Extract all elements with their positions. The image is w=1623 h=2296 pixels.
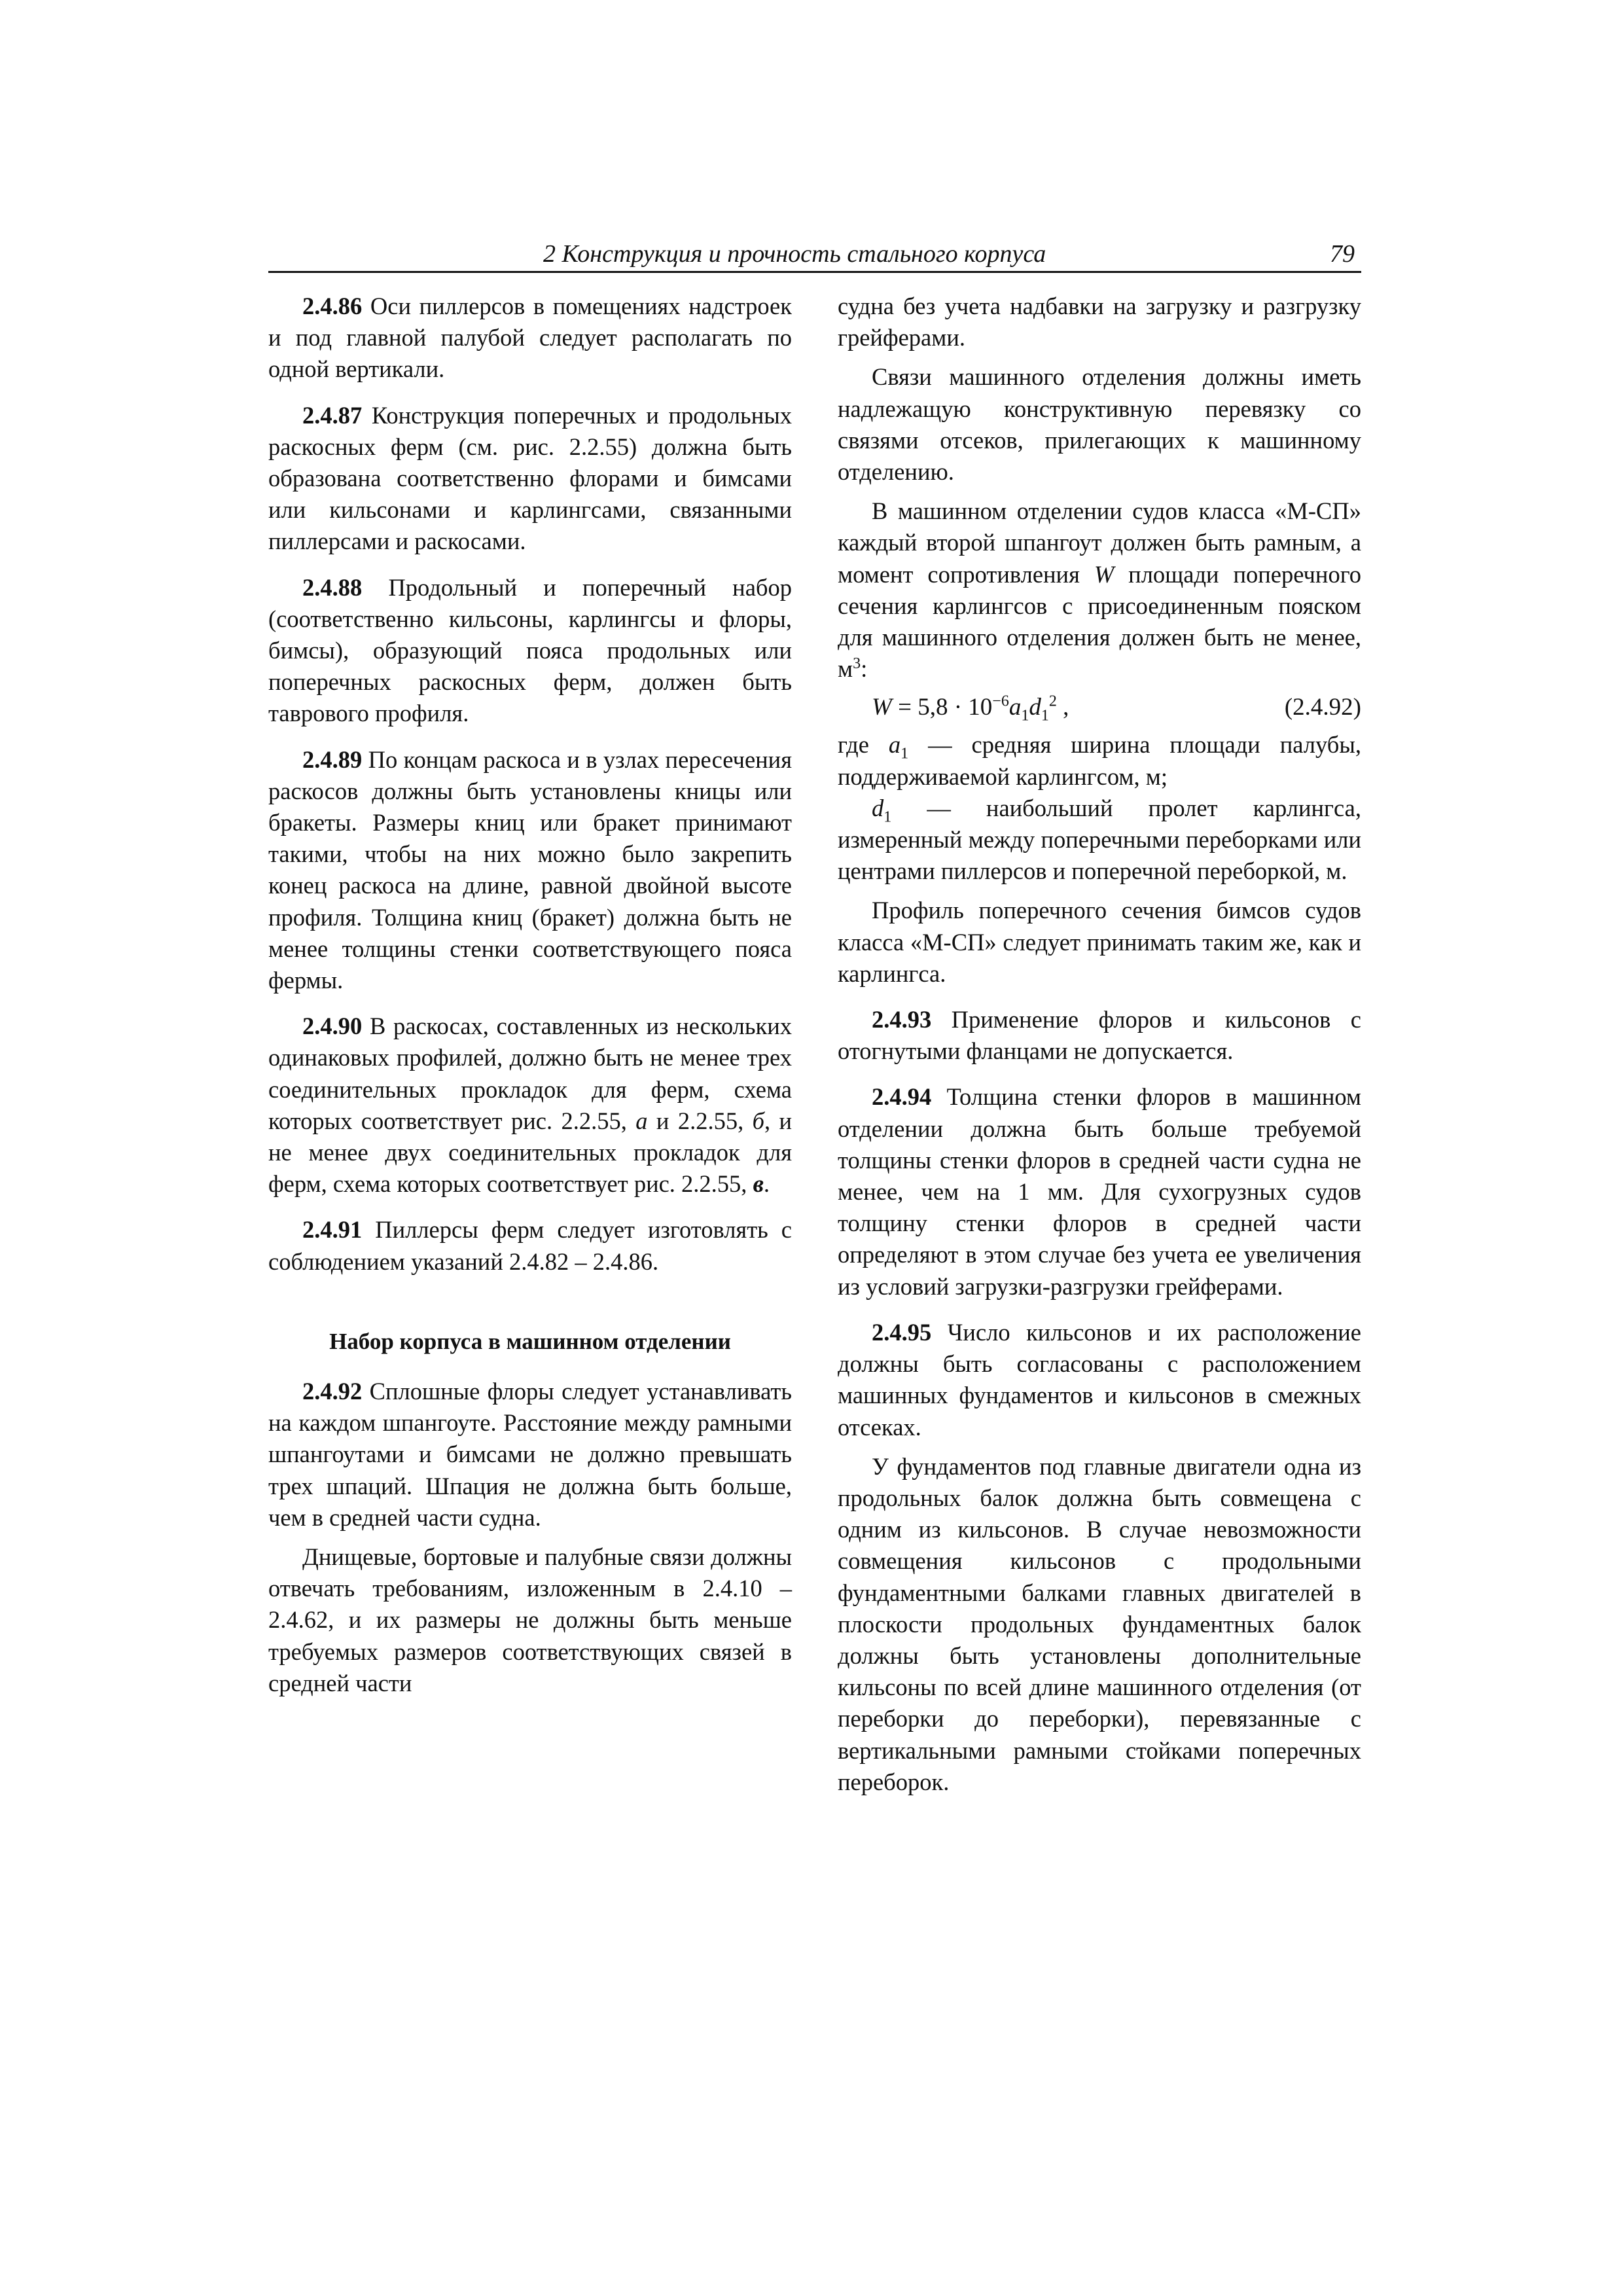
- paragraph-profile: Профиль поперечного сечения бимсов судов класса «М-СП» следует принимать таким же, как и карлингса.: [838, 897, 1361, 987]
- running-header: [268, 237, 1361, 273]
- paragraph-text: , и не менее двух соединительных прокладок для ферм, схема которых соответствует рис. 2.2.55,: [268, 1107, 792, 1198]
- paragraph-text: Продольный и поперечный набор (соответственно кильсоны, карлингсы и флоры, бимсы), образующий пояса продольных или поперечных раскосных ферм, должен быть таврового профиля.: [268, 573, 792, 727]
- paragraph-2-4-94: [838, 1081, 1361, 1302]
- where-a1: [838, 729, 1361, 792]
- formula-d: d: [1029, 694, 1041, 721]
- paragraph-text: Оси пиллерсов в помещениях надстроек и под главной палубой следует располагать по одной вертикали.: [268, 293, 792, 383]
- right-column: [838, 291, 1361, 1798]
- variable-d: d: [872, 794, 884, 821]
- formula-body: [872, 689, 1069, 726]
- clause-number: 2.4.89: [302, 745, 363, 773]
- figure-letter: в: [753, 1170, 764, 1198]
- paragraph-text: Толщина стенки флоров в машинном отделении должна быть больше требуемой толщины стенки флоров в средней части судна не менее, чем на 1 мм. Для сухогрузных судов толщину стенки флоров в средней части определяют в этом случае без учета ее увеличения из условий загрузки-разгрузки грейферами.: [838, 1083, 1362, 1300]
- clause-number: 2.4.91: [302, 1216, 363, 1244]
- formula-2-4-92: [838, 689, 1361, 726]
- figure-letter: б: [752, 1107, 764, 1134]
- paragraph-text: площади поперечного сечения карлингсов с присоединенным пояском для машинного отделения должен быть не менее, м: [838, 560, 1362, 683]
- clause-number: 2.4.90: [302, 1013, 363, 1040]
- figure-letter: а: [635, 1107, 648, 1134]
- clause-number: 2.4.92: [302, 1377, 363, 1405]
- paragraph-2-4-92: [268, 1376, 792, 1534]
- paragraph-text: В машинном отделении судов класса «М-СП» каждый второй шпангоут должен быть рамным, а момент сопротивления: [838, 497, 1361, 588]
- paragraph-msp-class: [838, 495, 1361, 685]
- formula-a-sub: 1: [1021, 707, 1029, 725]
- where-d1: [838, 793, 1361, 888]
- formula-w: W: [872, 694, 892, 721]
- paragraph-continuation: судна без учета надбавки на загрузку и разгрузку грейферами.: [838, 293, 1361, 351]
- formula-tail: ,: [1056, 694, 1069, 721]
- variable-w: W: [1094, 560, 1115, 588]
- page-number: 79: [1330, 240, 1355, 268]
- formula-d-sub: 1: [1041, 707, 1049, 725]
- clause-number: 2.4.86: [302, 293, 363, 319]
- paragraph-links: Связи машинного отделения должны иметь надлежащую конструктивную перевязку со связями отсеков, прилегающих к машинному отделению.: [838, 363, 1361, 486]
- clause-number: 2.4.88: [302, 573, 363, 601]
- paragraph-2-4-95: [838, 1317, 1361, 1443]
- paragraph-text: Конструкция поперечных и продольных раскосных ферм (см. рис. 2.2.55) должна быть образована соответственно флорами и бимсами или кильсонами и карлингсами, связанными пиллерсами и раскосами.: [268, 401, 792, 555]
- paragraph-2-4-89: [268, 744, 792, 997]
- paragraph-text: Пиллерсы ферм следует изготовлять с соблюдением указаний 2.4.82 – 2.4.86.: [268, 1216, 792, 1275]
- paragraph-text: .: [763, 1170, 770, 1198]
- variable-d-sub: 1: [883, 808, 892, 826]
- formula-eq: = 5,8 · 10: [891, 694, 993, 721]
- left-column: [268, 291, 792, 1699]
- paragraph-2-4-86: [268, 291, 792, 386]
- paragraph-text: В раскосах, составленных из нескольких одинаковых профилей, должно быть не менее трех соединительных прокладок для ферм, схема которых соответствует рис. 2.2.55,: [268, 1013, 792, 1134]
- formula-exponent: −6: [992, 693, 1009, 711]
- variable-a: a: [888, 731, 901, 759]
- where-text: — средняя ширина площади палубы, поддерживаемой карлингсом, м;: [838, 731, 1361, 790]
- clause-number: 2.4.95: [872, 1318, 932, 1346]
- where-lead: где: [838, 731, 889, 759]
- unit-superscript: 3: [853, 655, 861, 673]
- paragraph-2-4-87: [268, 400, 792, 558]
- paragraph-text: :: [861, 655, 868, 683]
- formula-number: (2.4.92): [1284, 694, 1361, 721]
- clause-number: 2.4.87: [302, 401, 363, 429]
- variable-a-sub: 1: [901, 745, 909, 762]
- paragraph-2-4-93: [838, 1004, 1361, 1067]
- paragraph-text: Число кильсонов и их расположение должны быть согласованы с расположением машинных фундаментов и кильсонов в смежных отсеках.: [838, 1318, 1362, 1441]
- paragraph-text: По концам раскоса и в узлах пересечения раскосов должны быть установлены кницы или бракеты. Размеры книц или бракет принимают такими, чтобы на них можно было закрепить конец раскоса на длине, равной двойной высоте профиля. Толщина книц (бракет) должна быть не менее толщины стенки соответствующего пояса фермы.: [268, 745, 793, 994]
- paragraph-text: Применение флоров и кильсонов с отогнутыми фланцами не допускается.: [838, 1006, 1361, 1065]
- paragraph-2-4-90: [268, 1011, 792, 1200]
- paragraph-2-4-91: [268, 1214, 792, 1277]
- paragraph-foundations: У фундаментов под главные двигатели одна из продольных балок должна быть совмещена с одним из кильсонов. В случае невозможности совмещения кильсонов с продольными фундаментными балками главных двигателей в плоскости продольных фундаментных балок должны быть установлены дополнительные кильсоны по всей длине машинного отделения (от переборки до переборки), перевязанные с вертикальными рамными стойками поперечных переборок.: [838, 1452, 1361, 1795]
- paragraph-bottom-links: Днищевые, бортовые и палубные связи должны отвечать требованиям, изложенным в 2.4.10 – 2.4.62, и их размеры не должны быть меньше требуемых размеров соответствующих связей в средней части: [268, 1543, 792, 1696]
- formula-a: a: [1008, 694, 1022, 721]
- clause-number: 2.4.94: [872, 1083, 932, 1111]
- where-text: — наибольший пролет карлингса, измеренный между поперечными переборками или центрами пиллерсов и поперечной переборкой, м.: [838, 794, 1361, 885]
- paragraph-text: Сплошные флоры следует устанавливать на каждом шпангоуте. Расстояние между рамными шпангоутами и бимсами не должно превышать трех шпаций. Шпация не должна быть больше, чем в средней части судна.: [268, 1377, 792, 1531]
- running-header-title: 2 Конструкция и прочность стального корпуса: [543, 240, 1046, 268]
- paragraph-text: и 2.2.55,: [656, 1107, 744, 1134]
- paragraph-2-4-88: [268, 572, 792, 730]
- section-heading: Набор корпуса в машинном отделении: [329, 1328, 731, 1354]
- formula-d-sup: 2: [1048, 693, 1057, 711]
- clause-number: 2.4.93: [872, 1006, 932, 1033]
